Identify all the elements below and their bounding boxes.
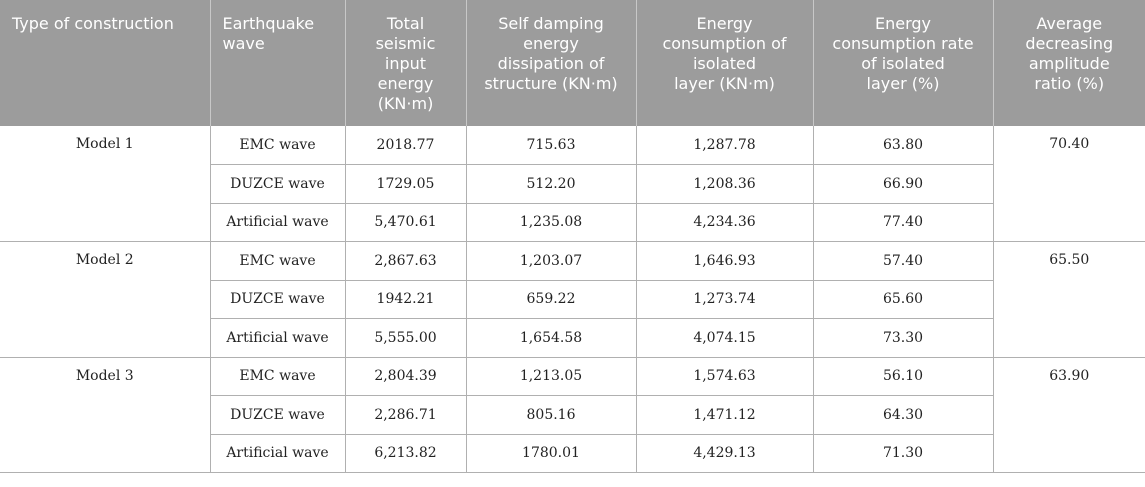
isolated-rate-cell: 56.10 [813,357,993,396]
isolated-energy-cell: 1,287.78 [636,126,813,165]
header-total-input-energy: Total seismic input energy (KN·m) [345,0,466,126]
wave-cell: DUZCE wave [210,280,345,319]
header-construction-type: Type of construction [0,0,210,126]
wave-cell: Artificial wave [210,319,345,358]
total-energy-cell: 2,286.71 [345,396,466,435]
wave-cell: DUZCE wave [210,396,345,435]
self-damping-cell: 1,235.08 [466,203,636,242]
header-isolated-layer-rate: Energy consumption rate of isolated layer (%) [813,0,993,126]
model-name-cell: Model 1 [0,126,210,242]
isolated-energy-cell: 1,208.36 [636,165,813,204]
self-damping-cell: 1780.01 [466,434,636,473]
isolated-rate-cell: 71.30 [813,434,993,473]
wave-cell: Artificial wave [210,434,345,473]
table-row [0,242,1145,281]
total-energy-cell: 6,213.82 [345,434,466,473]
model-name-cell: Model 3 [0,357,210,473]
total-energy-cell: 5,555.00 [345,319,466,358]
model-name-cell: Model 2 [0,242,210,358]
isolated-rate-cell: 65.60 [813,280,993,319]
header-isolated-layer-energy: Energy consumption of isolated layer (KN·m) [636,0,813,126]
total-energy-cell: 2,804.39 [345,357,466,396]
wave-cell: Artificial wave [210,203,345,242]
isolated-energy-cell: 1,574.63 [636,357,813,396]
total-energy-cell: 2,867.63 [345,242,466,281]
average-ratio-cell: 63.90 [993,357,1145,473]
table-row [0,357,1145,396]
isolated-energy-cell: 1,273.74 [636,280,813,319]
average-ratio-cell: 70.40 [993,126,1145,242]
wave-cell: EMC wave [210,126,345,165]
self-damping-cell: 1,213.05 [466,357,636,396]
isolated-rate-cell: 77.40 [813,203,993,242]
total-energy-cell: 5,470.61 [345,203,466,242]
table-row [0,126,1145,165]
isolated-energy-cell: 4,429.13 [636,434,813,473]
total-energy-cell: 1729.05 [345,165,466,204]
isolated-energy-cell: 1,646.93 [636,242,813,281]
isolated-rate-cell: 66.90 [813,165,993,204]
header-row [0,0,1145,126]
wave-cell: EMC wave [210,242,345,281]
self-damping-cell: 715.63 [466,126,636,165]
header-earthquake-wave: Earthquake wave [210,0,345,126]
total-energy-cell: 2018.77 [345,126,466,165]
self-damping-cell: 805.16 [466,396,636,435]
isolated-rate-cell: 57.40 [813,242,993,281]
wave-cell: DUZCE wave [210,165,345,204]
isolated-energy-cell: 4,074.15 [636,319,813,358]
self-damping-cell: 512.20 [466,165,636,204]
wave-cell: EMC wave [210,357,345,396]
average-ratio-cell: 65.50 [993,242,1145,358]
total-energy-cell: 1942.21 [345,280,466,319]
header-self-damping-energy: Self damping energy dissipation of structure (KN·m) [466,0,636,126]
isolated-rate-cell: 63.80 [813,126,993,165]
self-damping-cell: 659.22 [466,280,636,319]
isolated-energy-cell: 4,234.36 [636,203,813,242]
isolated-rate-cell: 73.30 [813,319,993,358]
isolated-rate-cell: 64.30 [813,396,993,435]
self-damping-cell: 1,203.07 [466,242,636,281]
isolated-energy-cell: 1,471.12 [636,396,813,435]
header-average-decreasing-ratio: Average decreasing amplitude ratio (%) [993,0,1145,126]
self-damping-cell: 1,654.58 [466,319,636,358]
